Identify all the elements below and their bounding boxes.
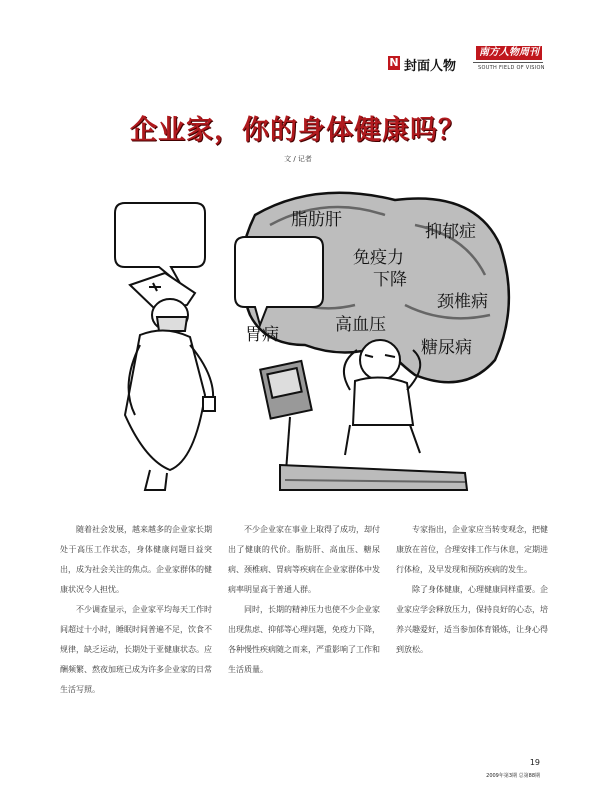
- magazine-logo-icon: N: [389, 56, 399, 69]
- paragraph: 随着社会发展，越来越多的企业家长期处于高压工作状态，身体健康问题日益突出，成为社会关注的焦点。企业家群体的健康状况令人担忧。: [60, 525, 212, 594]
- article-byline: 文 / 记者: [284, 155, 312, 163]
- brand-subtitle: SOUTH FIELD OF VISION: [478, 65, 545, 71]
- section-title: 封面人物: [404, 59, 457, 74]
- label-immunity: 免疫力: [353, 248, 404, 268]
- body-column-2: [228, 520, 380, 680]
- article-title: 企业家，你的身体健康吗？: [130, 115, 466, 146]
- label-fatty-liver: 脂肪肝: [291, 210, 342, 230]
- label-stomach: 胃病: [245, 325, 279, 345]
- label-cervical: 颈椎病: [437, 292, 488, 312]
- header-rule: [473, 62, 543, 63]
- label-decline: 下降: [373, 270, 407, 290]
- page-header: [386, 44, 546, 76]
- doctor-speech-bubble: [115, 203, 205, 285]
- paragraph: 同时，长期的精神压力也使不少企业家出现焦虑、抑郁等心理问题，免疫力下降，各种慢性疾病随之而来，严重影响了工作和生活质量。: [228, 605, 380, 674]
- doctor-figure-icon: [125, 273, 215, 490]
- page-number: 19: [529, 758, 540, 767]
- label-hypertension: 高血压: [335, 315, 386, 335]
- brand-badge: 南方人物周刊: [476, 46, 542, 60]
- article-body: [60, 520, 550, 750]
- paragraph: 除了身体健康，心理健康同样重要。企业家应学会释放压力，保持良好的心态，培养兴趣爱好，适当参加体育锻炼，让身心得到放松。: [396, 585, 548, 654]
- issue-info: 2009年第3期 总第88期: [486, 773, 540, 779]
- label-depression: 抑郁症: [425, 222, 476, 242]
- body-column-1: [60, 520, 212, 700]
- label-diabetes: 糖尿病: [421, 338, 472, 358]
- paragraph: 不少企业家在事业上取得了成功，却付出了健康的代价。脂肪肝、高血压、糖尿病、颈椎病、胃病等疾病在企业家群体中发病率明显高于普通人群。: [228, 525, 380, 594]
- cartoon-illustration: [95, 185, 515, 500]
- body-column-3: [396, 520, 548, 660]
- paragraph: 专家指出，企业家应当转变观念，把健康放在首位，合理安排工作与休息，定期进行体检，及早发现和预防疾病的发生。: [396, 525, 548, 574]
- paragraph: 不少调查显示，企业家平均每天工作时间超过十小时，睡眠时间普遍不足，饮食不规律，缺乏运动，长期处于亚健康状态。应酬频繁、熬夜加班已成为许多企业家的日常生活写照。: [60, 605, 212, 694]
